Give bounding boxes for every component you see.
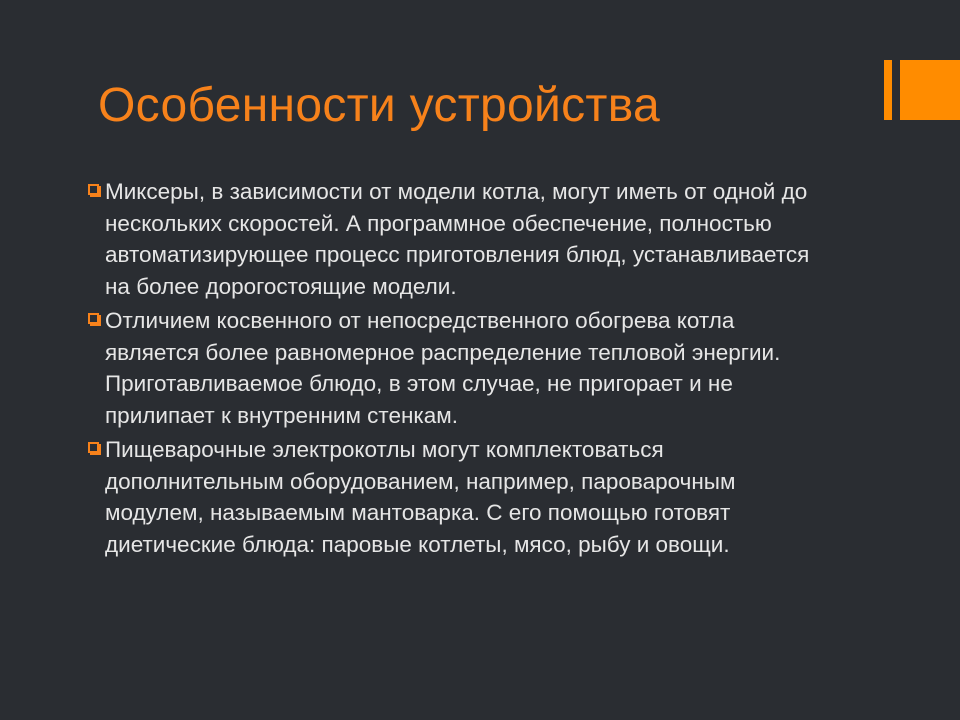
bullet-text: Пищеварочные электрокотлы могут комплектоваться дополнительным оборудованием, например, пароварочным модулем, называемым мантоварка. С его помощью готовят диетические блюда: паровые котлеты, мясо, рыбу и овощи. (105, 437, 736, 557)
bullet-text: Миксеры, в зависимости от модели котла, могут иметь от одной до нескольких скоростей. А программное обеспечение, полностью автоматизирующее процесс приготовления блюд, устанавливается на более дорогостоящие модели. (105, 179, 810, 299)
bullet-item (88, 305, 828, 431)
bullet-list (88, 176, 828, 563)
bullet-text: Отличием косвенного от непосредственного обогрева котла является более равномерное распределение тепловой энергии. Приготавливаемое блюдо, в этом случае, не пригорает и не прилипает к внутренним стенкам. (105, 308, 781, 428)
accent-bars-decoration (884, 60, 960, 120)
bullet-item (88, 434, 828, 560)
checkbox-square-icon (88, 313, 99, 324)
slide-title: Особенности устройства (98, 79, 660, 132)
accent-thick-bar (900, 60, 960, 120)
bullet-item (88, 176, 828, 302)
accent-thin-bar (884, 60, 892, 120)
checkbox-square-icon (88, 442, 99, 453)
checkbox-square-icon (88, 184, 99, 195)
